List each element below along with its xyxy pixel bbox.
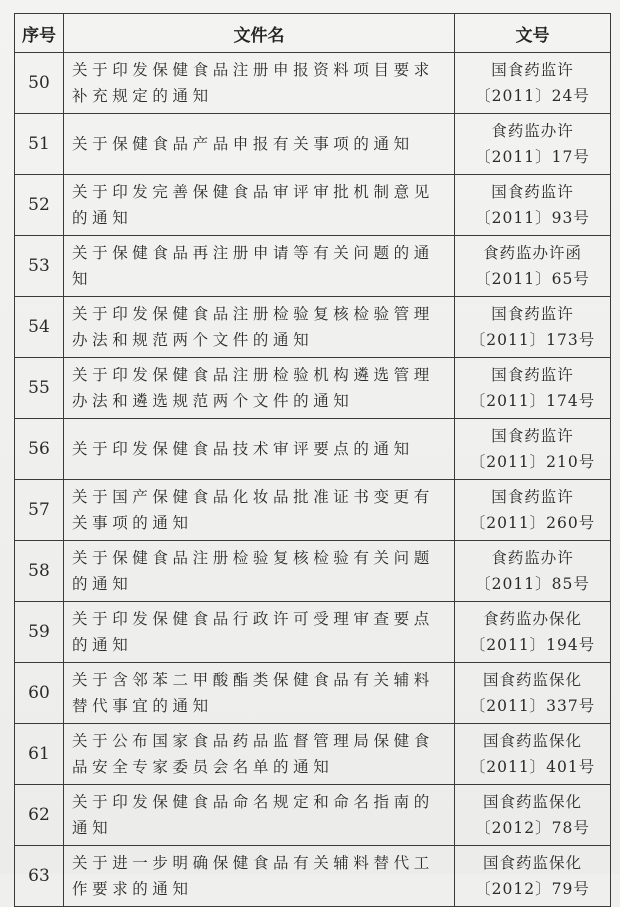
docno-line2: 〔2011〕337号 — [469, 697, 596, 715]
row-seq: 57 — [15, 480, 64, 541]
table-row — [15, 724, 611, 785]
docno-line1: 食药监办保化 — [482, 610, 582, 628]
row-seq: 56 — [15, 419, 64, 480]
docno-line2: 〔2011〕174号 — [469, 392, 596, 410]
docno-line1: 国食药监许 — [491, 305, 574, 323]
table-row — [15, 358, 611, 419]
row-name: 关于保健食品注册检验复核检验有关问题的通知 — [64, 541, 455, 602]
table-row — [15, 663, 611, 724]
row-name: 关于印发保健食品技术审评要点的通知 — [64, 419, 455, 480]
table-row — [15, 785, 611, 846]
docno-line1: 国食药监许 — [491, 366, 574, 384]
docno-line2: 〔2011〕93号 — [475, 209, 590, 227]
row-name: 关于保健食品再注册申请等有关问题的通知 — [64, 236, 455, 297]
row-docno — [455, 480, 611, 541]
docno-line1: 国食药监保化 — [482, 671, 582, 689]
docno-line2: 〔2011〕173号 — [469, 331, 596, 349]
regulation-table — [14, 13, 611, 907]
row-name: 关于印发保健食品命名规定和命名指南的通知 — [64, 785, 455, 846]
table-row — [15, 602, 611, 663]
row-name: 关于含邻苯二甲酸酯类保健食品有关辅料替代事宜的通知 — [64, 663, 455, 724]
row-name: 关于印发保健食品注册检验机构遴选管理办法和遴选规范两个文件的通知 — [64, 358, 455, 419]
header-docno: 文号 — [455, 14, 611, 53]
row-docno — [455, 114, 611, 175]
row-docno — [455, 663, 611, 724]
row-docno — [455, 602, 611, 663]
docno-line2: 〔2011〕24号 — [475, 87, 590, 105]
row-docno — [455, 175, 611, 236]
table-row — [15, 114, 611, 175]
row-docno — [455, 724, 611, 785]
row-docno — [455, 419, 611, 480]
header-seq: 序号 — [15, 14, 64, 53]
docno-line1: 国食药监许 — [491, 488, 574, 506]
row-seq: 51 — [15, 114, 64, 175]
row-name: 关于印发保健食品注册检验复核检验管理办法和规范两个文件的通知 — [64, 297, 455, 358]
docno-line1: 食药监办许 — [491, 122, 574, 140]
row-seq: 61 — [15, 724, 64, 785]
row-name: 关于保健食品产品申报有关事项的通知 — [64, 114, 455, 175]
row-seq: 53 — [15, 236, 64, 297]
docno-line2: 〔2011〕85号 — [475, 575, 590, 593]
table-row — [15, 541, 611, 602]
row-seq: 60 — [15, 663, 64, 724]
row-seq: 52 — [15, 175, 64, 236]
docno-line2: 〔2011〕210号 — [469, 453, 596, 471]
row-name: 关于印发保健食品行政许可受理审查要点的通知 — [64, 602, 455, 663]
row-seq: 63 — [15, 846, 64, 907]
docno-line1: 国食药监许 — [491, 61, 574, 79]
docno-line2: 〔2012〕78号 — [475, 819, 590, 837]
table-row — [15, 175, 611, 236]
row-seq: 55 — [15, 358, 64, 419]
row-seq: 50 — [15, 53, 64, 114]
docno-line1: 国食药监许 — [491, 427, 574, 445]
row-name: 关于印发保健食品注册申报资料项目要求补充规定的通知 — [64, 53, 455, 114]
docno-line1: 国食药监许 — [491, 183, 574, 201]
row-seq: 54 — [15, 297, 64, 358]
row-name: 关于国产保健食品化妆品批准证书变更有关事项的通知 — [64, 480, 455, 541]
table-row — [15, 53, 611, 114]
table-row — [15, 236, 611, 297]
row-seq: 59 — [15, 602, 64, 663]
row-docno — [455, 53, 611, 114]
table-row — [15, 419, 611, 480]
row-docno — [455, 358, 611, 419]
docno-line2: 〔2011〕401号 — [469, 758, 596, 776]
docno-line2: 〔2011〕260号 — [469, 514, 596, 532]
table-header-row — [15, 14, 611, 53]
row-seq: 62 — [15, 785, 64, 846]
docno-line2: 〔2011〕65号 — [475, 270, 590, 288]
row-docno — [455, 541, 611, 602]
row-docno — [455, 785, 611, 846]
header-name: 文件名 — [64, 14, 455, 53]
docno-line2: 〔2012〕79号 — [475, 880, 590, 898]
docno-line1: 国食药监保化 — [482, 854, 582, 872]
row-docno — [455, 846, 611, 907]
row-name: 关于公布国家食品药品监督管理局保健食品安全专家委员会名单的通知 — [64, 724, 455, 785]
table-row — [15, 846, 611, 907]
docno-line1: 食药监办许 — [491, 549, 574, 567]
row-name: 关于印发完善保健食品审评审批机制意见的通知 — [64, 175, 455, 236]
table-row — [15, 480, 611, 541]
table-row — [15, 297, 611, 358]
row-docno — [455, 236, 611, 297]
docno-line2: 〔2011〕17号 — [475, 148, 590, 166]
docno-line2: 〔2011〕194号 — [469, 636, 596, 654]
docno-line1: 国食药监保化 — [482, 793, 582, 811]
row-name: 关于进一步明确保健食品有关辅料替代工作要求的通知 — [64, 846, 455, 907]
row-seq: 58 — [15, 541, 64, 602]
docno-line1: 国食药监保化 — [482, 732, 582, 750]
row-docno — [455, 297, 611, 358]
docno-line1: 食药监办许函 — [482, 244, 582, 262]
